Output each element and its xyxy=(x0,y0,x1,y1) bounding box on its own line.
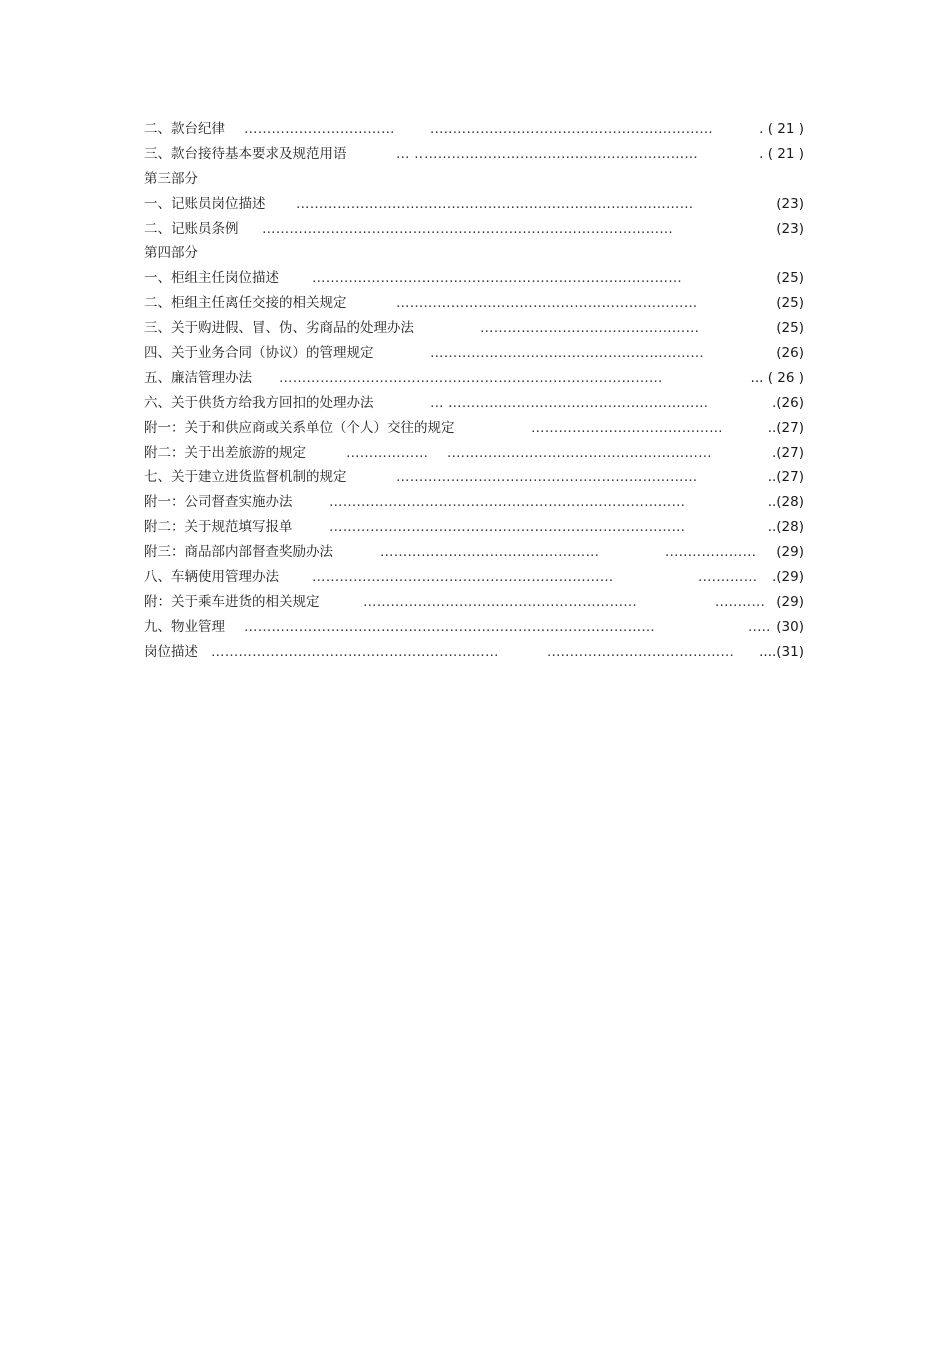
toc-leader-dots: ……………… xyxy=(346,444,429,461)
toc-page-number: (23) xyxy=(776,195,804,212)
toc-entry-title: 五、廉洁管理办法 xyxy=(144,369,252,386)
toc-section-title: 第四部分 xyxy=(144,245,198,262)
toc-entry[interactable] xyxy=(144,441,804,466)
toc-leader-dots: ……………………………………………………………………………… xyxy=(244,618,655,635)
toc-leader-dots: ..……… xyxy=(715,593,766,610)
toc-entry[interactable] xyxy=(144,490,804,515)
toc-leader-dots: …………………………………………………………………… xyxy=(329,494,686,511)
toc-entry-title: 附一：公司督查实施办法 xyxy=(144,494,293,511)
toc-entry-title: 二、款台纪律 xyxy=(144,121,225,137)
toc-entry-title: 七、关于建立进货监督机制的规定 xyxy=(144,469,347,486)
toc-leader-dots: ..……………… xyxy=(665,544,757,561)
toc-leader-dots: ..………………………………… xyxy=(547,643,735,660)
toc-entry[interactable] xyxy=(144,640,804,665)
toc-leader-dots: …………………………………………………… xyxy=(424,145,698,162)
toc-entry[interactable] xyxy=(144,565,804,590)
toc-entry[interactable] xyxy=(144,192,804,217)
toc-entry[interactable] xyxy=(144,590,804,615)
toc-page-number: ....(31) xyxy=(759,643,804,660)
toc-entry[interactable] xyxy=(144,291,804,316)
toc-leader-dots: …………………………………………………………………………… xyxy=(296,195,694,212)
toc-page-number: (23) xyxy=(776,220,804,237)
toc-entry-title: 附二：关于出差旅游的规定 xyxy=(144,444,306,461)
toc-page-number: ..(27) xyxy=(767,469,804,486)
toc-entry-title: 三、关于购进假、冒、伪、劣商品的处理办法 xyxy=(144,320,414,337)
toc-page-number: . ( 21 ) xyxy=(759,145,804,162)
toc-entry-title: 一、记账员岗位描述 xyxy=(144,195,266,212)
toc-page-number: .(29) xyxy=(771,569,804,586)
toc-page-number: .(27) xyxy=(771,444,804,461)
toc-leader-dots: …………………………………………………………………… xyxy=(329,519,686,536)
toc-entry[interactable] xyxy=(144,391,804,416)
toc-entry[interactable] xyxy=(144,465,804,490)
toc-page-number: (29) xyxy=(776,544,804,561)
toc-page-number: (30) xyxy=(776,618,804,635)
toc-leader-dots: … . xyxy=(430,394,453,411)
toc-leader-dots: .………… xyxy=(698,569,758,586)
toc-section-heading[interactable] xyxy=(144,167,804,192)
toc-entry-title: 四、关于业务合同（协议）的管理规定 xyxy=(144,345,374,362)
toc-entry[interactable] xyxy=(144,142,804,167)
toc-leader-dots: …………………………………………………… xyxy=(430,345,704,362)
toc-page-number: . ( 21 ) xyxy=(759,121,804,137)
toc-leader-dots: …………………………………………………… xyxy=(363,593,637,610)
toc-leader-dots: ………………………………………………………… xyxy=(312,569,614,586)
toc-leader-dots: ..… xyxy=(748,618,771,635)
toc-leader-dots: ……………………………………………………………………………… xyxy=(262,220,673,237)
toc-section-heading[interactable] xyxy=(144,241,804,266)
toc-leader-dots: ………………………………………… xyxy=(380,544,600,561)
toc-page-number: (29) xyxy=(776,593,804,610)
toc-entry-title: 一、柜组主任岗位描述 xyxy=(144,270,279,287)
toc-leader-dots: ………………………………………………… xyxy=(448,394,709,411)
toc-leader-dots: ………………………………………… xyxy=(480,320,700,337)
toc-leader-dots: …………………………………… xyxy=(531,419,723,436)
toc-leader-dots: ………………………………………………………………………… xyxy=(279,369,663,386)
toc-leader-dots: ..…………………………………………………… xyxy=(430,121,713,137)
toc-leader-dots: ……………………………………………………… xyxy=(211,643,499,660)
toc-entry-title: 附：关于乘车进货的相关规定 xyxy=(144,593,320,610)
table-of-contents xyxy=(144,117,804,665)
toc-entry[interactable] xyxy=(144,341,804,366)
toc-page-number: (25) xyxy=(776,320,804,337)
toc-leader-dots: …………………………… xyxy=(244,121,395,137)
toc-leader-dots: … .. xyxy=(396,145,424,162)
toc-entry[interactable] xyxy=(144,217,804,242)
toc-entry-title: 六、关于供货方给我方回扣的处理办法 xyxy=(144,394,374,411)
toc-entry[interactable] xyxy=(144,540,804,565)
toc-entry[interactable] xyxy=(144,266,804,291)
toc-entry-title: 岗位描述 xyxy=(144,643,198,660)
toc-entry-title: 二、柜组主任离任交接的相关规定 xyxy=(144,295,347,312)
toc-page-number: (26) xyxy=(776,345,804,362)
toc-leader-dots: ………………………………………………………… xyxy=(396,469,698,486)
toc-entry-title: 附二：关于规范填写报单 xyxy=(144,519,293,536)
toc-page-number: .(26) xyxy=(771,394,804,411)
toc-leader-dots: ……………………………………………………………………… xyxy=(312,270,682,287)
toc-entry-title: 九、物业管理 xyxy=(144,618,225,635)
toc-section-title: 第三部分 xyxy=(144,170,198,187)
toc-page-number: ... ( 26 ) xyxy=(750,369,804,386)
toc-entry-title: 八、车辆使用管理办法 xyxy=(144,569,279,586)
toc-entry-title: 二、记账员条例 xyxy=(144,220,239,237)
toc-page-number: (25) xyxy=(776,270,804,287)
toc-page-number: ..(27) xyxy=(767,419,804,436)
toc-entry-title: 三、款台接待基本要求及规范用语 xyxy=(144,145,347,162)
toc-leader-dots: ………………………………………………………… xyxy=(396,295,698,312)
toc-entry-title: 附三：商品部内部督查奖励办法 xyxy=(144,544,333,561)
toc-page-number: ..(28) xyxy=(767,519,804,536)
toc-page-number: (25) xyxy=(776,295,804,312)
toc-page-number: ..(28) xyxy=(767,494,804,511)
toc-entry[interactable] xyxy=(144,615,804,640)
toc-entry[interactable] xyxy=(144,416,804,441)
toc-entry[interactable] xyxy=(144,366,804,391)
toc-entry[interactable] xyxy=(144,316,804,341)
toc-entry[interactable] xyxy=(144,515,804,540)
toc-leader-dots: .………………………………………………… xyxy=(447,444,712,461)
toc-entry-title: 附一：关于和供应商或关系单位（个人）交往的规定 xyxy=(144,419,455,436)
toc-entry[interactable] xyxy=(144,117,804,142)
